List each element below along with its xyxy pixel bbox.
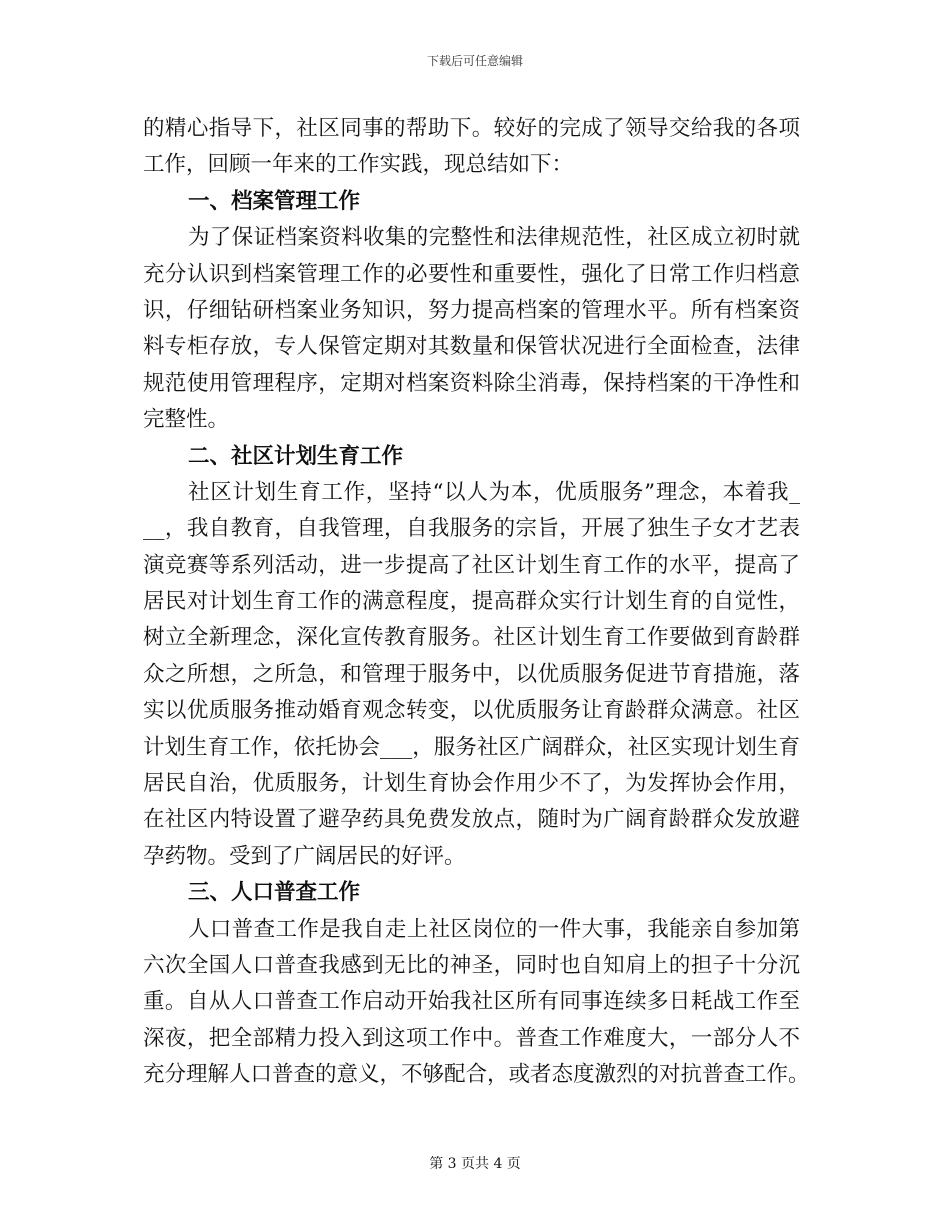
document-body	[143, 111, 810, 1094]
body-line: 的精心指导下，社区同事的帮助下。较好的完成了领导交给我的各项	[143, 116, 800, 141]
body-line: 识，仔细钻研档案业务知识，努力提高档案的管理水平。所有档案资	[143, 297, 800, 323]
body-line: 六次全国人口普查我感到无比的神圣，同时也自知肩上的担子十分沉	[143, 952, 800, 978]
body-line: 众之所想，之所急，和管理于服务中，以优质服务促进节育措施，落	[143, 661, 800, 687]
body-line: 深夜，把全部精力投入到这项工作中。普查工作难度大，一部分人不	[143, 1025, 800, 1051]
body-line: 重。自从人口普查工作启动开始我社区所有同事连续多日耗战工作至	[143, 989, 800, 1015]
body-line: 规范使用管理程序，定期对档案资料除尘消毒，保持档案的干净性和	[143, 370, 800, 396]
body-line: 为了保证档案资料收集的完整性和法律规范性，社区成立初时就	[188, 225, 800, 251]
body-line: 工作，回顾一年来的工作实践，现总结如下：	[143, 152, 574, 178]
body-line: 居民对计划生育工作的满意程度，提高群众实行计划生育的自觉性，	[143, 589, 800, 615]
body-line: 充分理解人口普查的意义，不够配合，或者态度激烈的对抗普查工作。	[143, 1062, 810, 1088]
body-line: 在社区内特设置了避孕药具免费发放点，随时为广阔育龄群众发放避	[143, 807, 800, 833]
page-footer: 第 3 页共 4 页	[429, 1156, 521, 1172]
section-heading-census: 三、人口普查工作	[188, 880, 361, 906]
body-line: 计划生育工作，依托协会___，服务社区广阔群众，社区实现计划生育	[143, 734, 800, 760]
body-line: 社区计划生育工作，坚持“以人为本，优质服务”理念，本着我_	[188, 479, 800, 505]
body-line: 演竞赛等系列活动，进一步提高了社区计划生育工作的水平，提高了	[143, 552, 800, 578]
section-heading-archive-management: 一、档案管理工作	[188, 188, 361, 214]
body-line: 料专柜存放，专人保管定期对其数量和保管状况进行全面检查，法律	[143, 334, 800, 360]
body-line: 充分认识到档案管理工作的必要性和重要性，强化了日常工作归档意	[143, 261, 800, 287]
body-line: 居民自治，优质服务，计划生育协会作用少不了，为发挥协会作用，	[143, 771, 800, 797]
body-line: 树立全新理念，深化宣传教育服务。社区计划生育工作要做到育龄群	[143, 625, 800, 651]
body-line: 人口普查工作是我自走上社区岗位的一件大事，我能亲自参加第	[188, 916, 800, 942]
body-line: 完整性。	[143, 407, 230, 433]
section-heading-family-planning: 二、社区计划生育工作	[188, 443, 404, 469]
page-header: 下载后可任意编辑	[426, 54, 523, 68]
body-line: 实以优质服务推动婚育观念转变，以优质服务让育龄群众满意。社区	[143, 698, 800, 724]
body-line: 孕药物。受到了广阔居民的好评。	[143, 843, 466, 869]
body-line: __，我自教育，自我管理，自我服务的宗旨，开展了独生子女才艺表	[143, 516, 800, 542]
